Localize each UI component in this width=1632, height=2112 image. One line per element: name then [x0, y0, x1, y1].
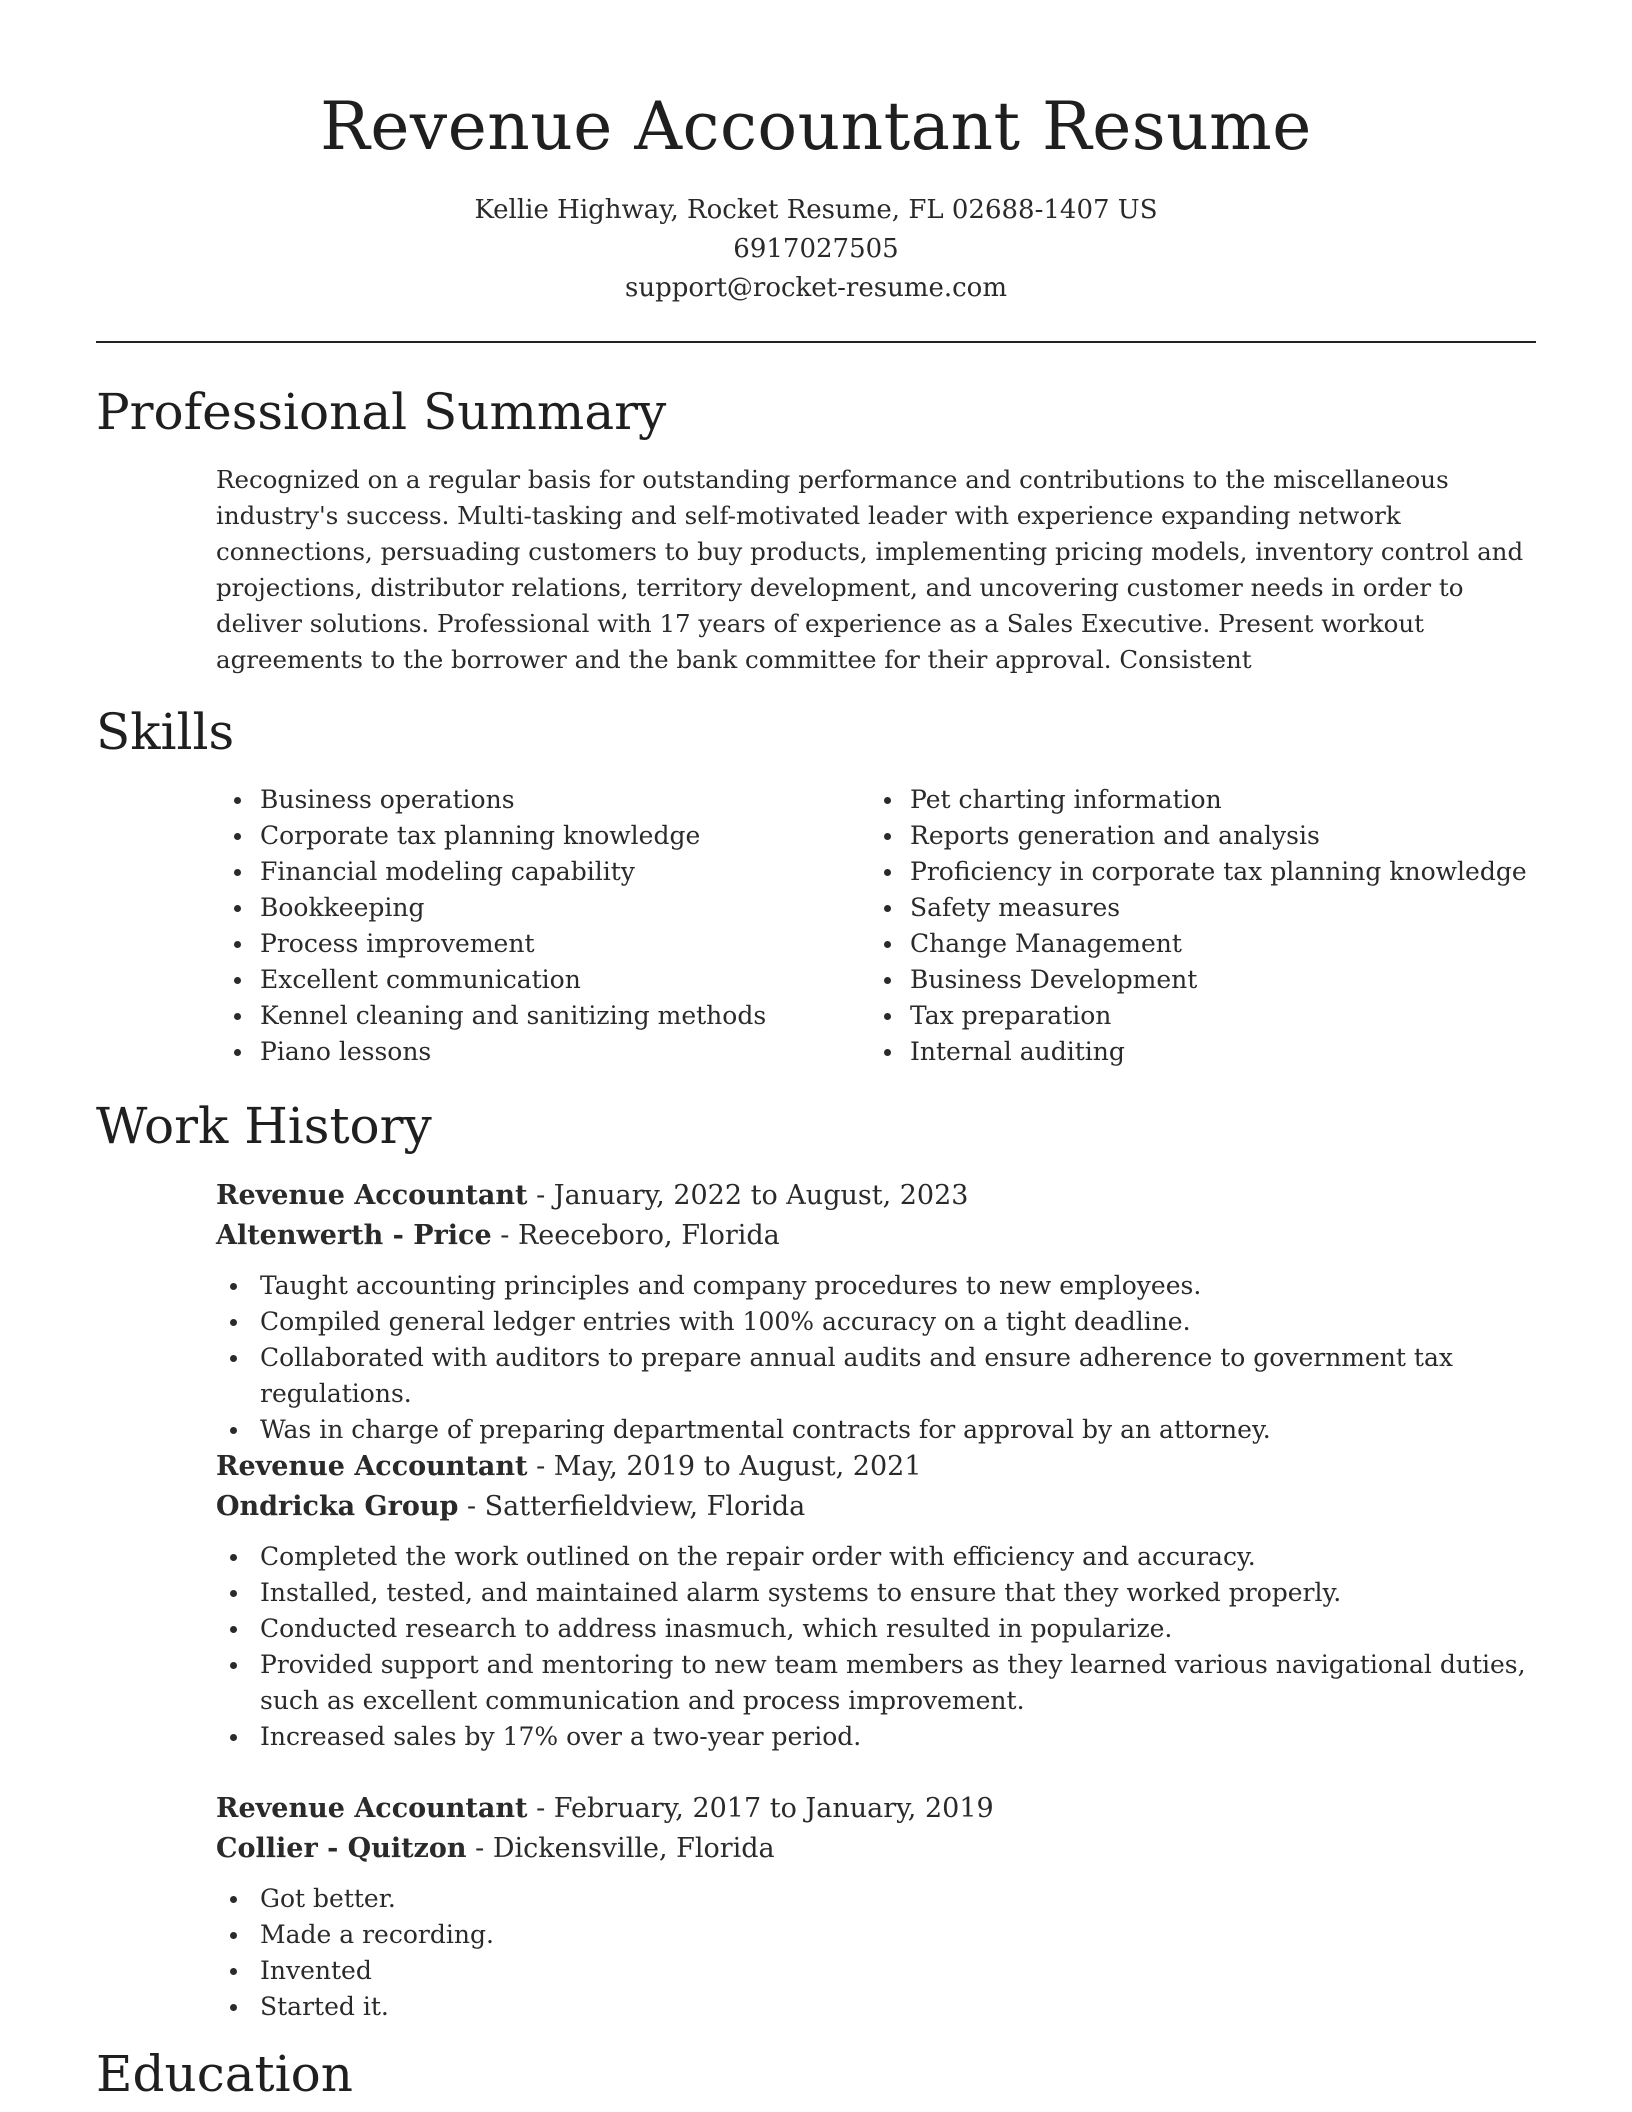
- list-item: Business operations: [216, 782, 856, 818]
- job-company-line: [216, 1829, 1556, 1869]
- job-company: Altenwerth - Price: [216, 1220, 492, 1251]
- header-divider: [96, 341, 1536, 343]
- job-title-line: [216, 1789, 1556, 1829]
- job-title-line: [216, 1447, 1556, 1487]
- list-item: Reports generation and analysis: [866, 818, 1506, 854]
- job-dates: - February, 2017 to January, 2019: [527, 1793, 994, 1824]
- skills-list-left: [216, 782, 856, 1070]
- job-title: Revenue Accountant: [216, 1793, 528, 1824]
- job-entry: [216, 1789, 1556, 2025]
- list-item: Business Development: [866, 962, 1506, 998]
- skills-heading: Skills: [96, 703, 235, 761]
- job-entry: [216, 1176, 1556, 1448]
- job-title-line: [216, 1176, 1556, 1216]
- job-title: Revenue Accountant: [216, 1180, 528, 1211]
- list-item: Provided support and mentoring to new team members as they learned various navigational duties, such as excellent communication and process improvement.: [212, 1647, 1556, 1719]
- list-item: Collaborated with auditors to prepare annual audits and ensure adherence to government tax regulations.: [212, 1340, 1556, 1412]
- job-company-line: [216, 1216, 1556, 1256]
- job-entry: [216, 1447, 1556, 1755]
- job-bullets: [212, 1881, 1556, 2025]
- list-item: Change Management: [866, 926, 1506, 962]
- contact-block: [96, 191, 1536, 308]
- list-item: Pet charting information: [866, 782, 1506, 818]
- list-item: Compiled general ledger entries with 100% accuracy on a tight deadline.: [212, 1304, 1556, 1340]
- summary-heading: Professional Summary: [96, 383, 667, 441]
- skills-list-right: [866, 782, 1527, 1070]
- list-item: Piano lessons: [216, 1034, 856, 1070]
- contact-phone: 6917027505: [733, 234, 899, 264]
- page-title: Revenue Accountant Resume: [320, 88, 1312, 165]
- list-item: Started it.: [212, 1989, 1556, 2025]
- contact-address: Kellie Highway, Rocket Resume, FL 02688-1407 US: [474, 195, 1158, 225]
- job-company: Ondricka Group: [216, 1491, 459, 1522]
- list-item: Taught accounting principles and company procedures to new employees.: [212, 1268, 1556, 1304]
- list-item: Kennel cleaning and sanitizing methods: [216, 998, 856, 1034]
- job-title: Revenue Accountant: [216, 1451, 528, 1482]
- list-item: Financial modeling capability: [216, 854, 856, 890]
- job-dates: - January, 2022 to August, 2023: [527, 1180, 969, 1211]
- list-item: Was in charge of preparing departmental contracts for approval by an attorney.: [212, 1412, 1556, 1448]
- list-item: Conducted research to address inasmuch, which resulted in popularize.: [212, 1611, 1556, 1647]
- list-item: Process improvement: [216, 926, 856, 962]
- list-item: Tax preparation: [866, 998, 1506, 1034]
- job-location: - Reeceboro, Florida: [491, 1220, 780, 1251]
- job-dates: - May, 2019 to August, 2021: [527, 1451, 922, 1482]
- list-item: Safety measures: [866, 890, 1506, 926]
- education-heading: Education: [96, 2045, 353, 2103]
- job-bullets: [212, 1539, 1556, 1755]
- list-item: Bookkeeping: [216, 890, 856, 926]
- job-bullets: [212, 1268, 1556, 1448]
- list-item: Made a recording.: [212, 1917, 1556, 1953]
- list-item: Excellent communication: [216, 962, 856, 998]
- summary-text: Recognized on a regular basis for outstanding performance and contributions to the miscellaneous industry's success. Multi-tasking and self-motivated leader with experience expanding network connections, persuading customers to buy products, implementing pricing models, inventory control and projections, distributor relations, territory development, and uncovering customer needs in order to deliver solutions. Professional with 17 years of experience as a Sales Executive. Present workout agreements to the borrower and the bank committee for their approval. Consistent: [216, 465, 1524, 674]
- list-item: Installed, tested, and maintained alarm systems to ensure that they worked properly.: [212, 1575, 1556, 1611]
- contact-email: support@rocket-resume.com: [624, 273, 1007, 303]
- work-history-heading: Work History: [96, 1097, 432, 1155]
- list-item: Proficiency in corporate tax planning knowledge: [866, 854, 1506, 890]
- list-item: Internal auditing: [866, 1034, 1506, 1070]
- list-item: Invented: [212, 1953, 1556, 1989]
- list-item: Got better.: [212, 1881, 1556, 1917]
- list-item: Corporate tax planning knowledge: [216, 818, 856, 854]
- list-item: Completed the work outlined on the repair order with efficiency and accuracy.: [212, 1539, 1556, 1575]
- job-company-line: [216, 1487, 1556, 1527]
- job-location: - Dickensville, Florida: [466, 1833, 775, 1864]
- job-location: - Satterfieldview, Florida: [458, 1491, 806, 1522]
- list-item: Increased sales by 17% over a two-year period.: [212, 1719, 1556, 1755]
- job-company: Collier - Quitzon: [216, 1833, 467, 1864]
